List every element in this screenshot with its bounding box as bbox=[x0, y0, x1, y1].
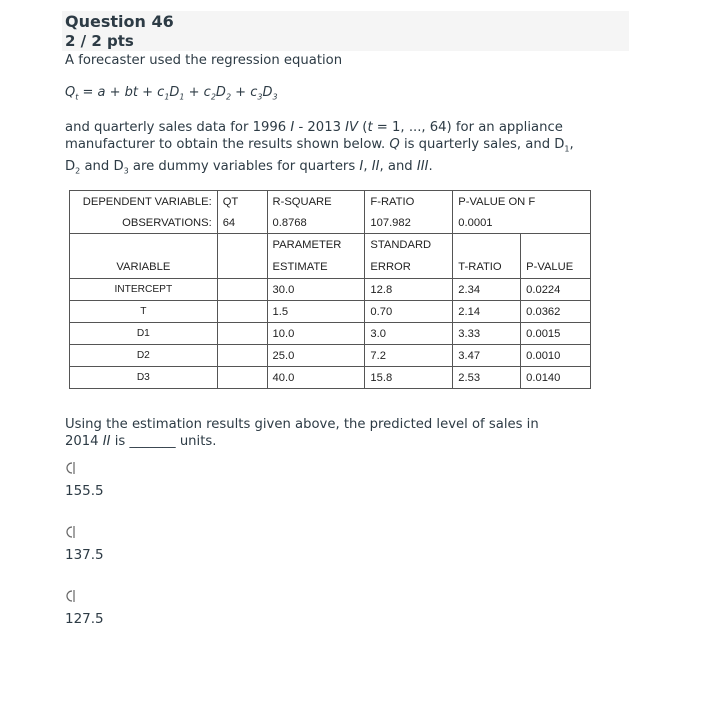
rsquare-value: 0.8768 bbox=[267, 212, 365, 234]
question-header bbox=[62, 11, 629, 51]
description-paragraph: and quarterly sales data for 1996 I - 2013 IV (t = 1, ..., 64) for an appliance manufacturer to obtain the results shown below. Q is quarterly sales, and $D_1$, $D_2$ and $D_3$ are dummy variables for quarters I, II, and III. bbox=[65, 120, 574, 176]
fratio-label: F-RATIO bbox=[365, 191, 453, 213]
observations-value: 64 bbox=[217, 212, 267, 234]
pvalue-f-label: P-VALUE ON F bbox=[453, 191, 591, 213]
question-title: Question 46 bbox=[65, 12, 174, 31]
radio-icon[interactable] bbox=[65, 461, 77, 475]
observations-label: OBSERVATIONS: bbox=[70, 212, 218, 234]
radio-icon[interactable] bbox=[65, 525, 77, 539]
column-header-row bbox=[70, 256, 591, 279]
dep-var-value: QT bbox=[217, 191, 267, 213]
pvalue-header: P-VALUE bbox=[521, 256, 591, 279]
regression-results-table bbox=[69, 190, 591, 389]
standard-label: STANDARD bbox=[365, 234, 453, 257]
intro-line: A forecaster used the regression equation bbox=[65, 53, 343, 68]
question-prompt: Using the estimation results given above, the predicted level of sales in 2014 II is _______ units. bbox=[65, 417, 539, 449]
column-header-row bbox=[70, 234, 591, 257]
option-label: 127.5 bbox=[65, 611, 104, 627]
radio-icon[interactable] bbox=[65, 589, 77, 603]
table-row: T 1.5 0.70 2.14 0.0362 bbox=[70, 301, 591, 323]
table-row: D1 10.0 3.0 3.33 0.0015 bbox=[70, 323, 591, 345]
tratio-header: T-RATIO bbox=[453, 256, 521, 279]
fratio-value: 107.982 bbox=[365, 212, 453, 234]
rsquare-label: R-SQUARE bbox=[267, 191, 365, 213]
regression-equation: $Q_t = a$ + bt + $c_1D_1 + c_2D_2 + c_3D_3$ bbox=[65, 85, 278, 102]
estimate-header: ESTIMATE bbox=[267, 256, 365, 279]
pvalue-f-value: 0.0001 bbox=[453, 212, 591, 234]
table-row: D2 25.0 7.2 3.47 0.0010 bbox=[70, 345, 591, 367]
error-header: ERROR bbox=[365, 256, 453, 279]
question-points: 2 / 2 pts bbox=[65, 32, 134, 50]
table-row: D3 40.0 15.8 2.53 0.0140 bbox=[70, 367, 591, 389]
option-label: 137.5 bbox=[65, 547, 104, 563]
variable-header: VARIABLE bbox=[70, 256, 218, 279]
option-label: 155.5 bbox=[65, 483, 104, 499]
dep-var-label: DEPENDENT VARIABLE: bbox=[70, 191, 218, 213]
table-header-row bbox=[70, 212, 591, 234]
table-row: INTERCEPT 30.0 12.8 2.34 0.0224 bbox=[70, 279, 591, 301]
table-header-row bbox=[70, 191, 591, 213]
parameter-label: PARAMETER bbox=[267, 234, 365, 257]
